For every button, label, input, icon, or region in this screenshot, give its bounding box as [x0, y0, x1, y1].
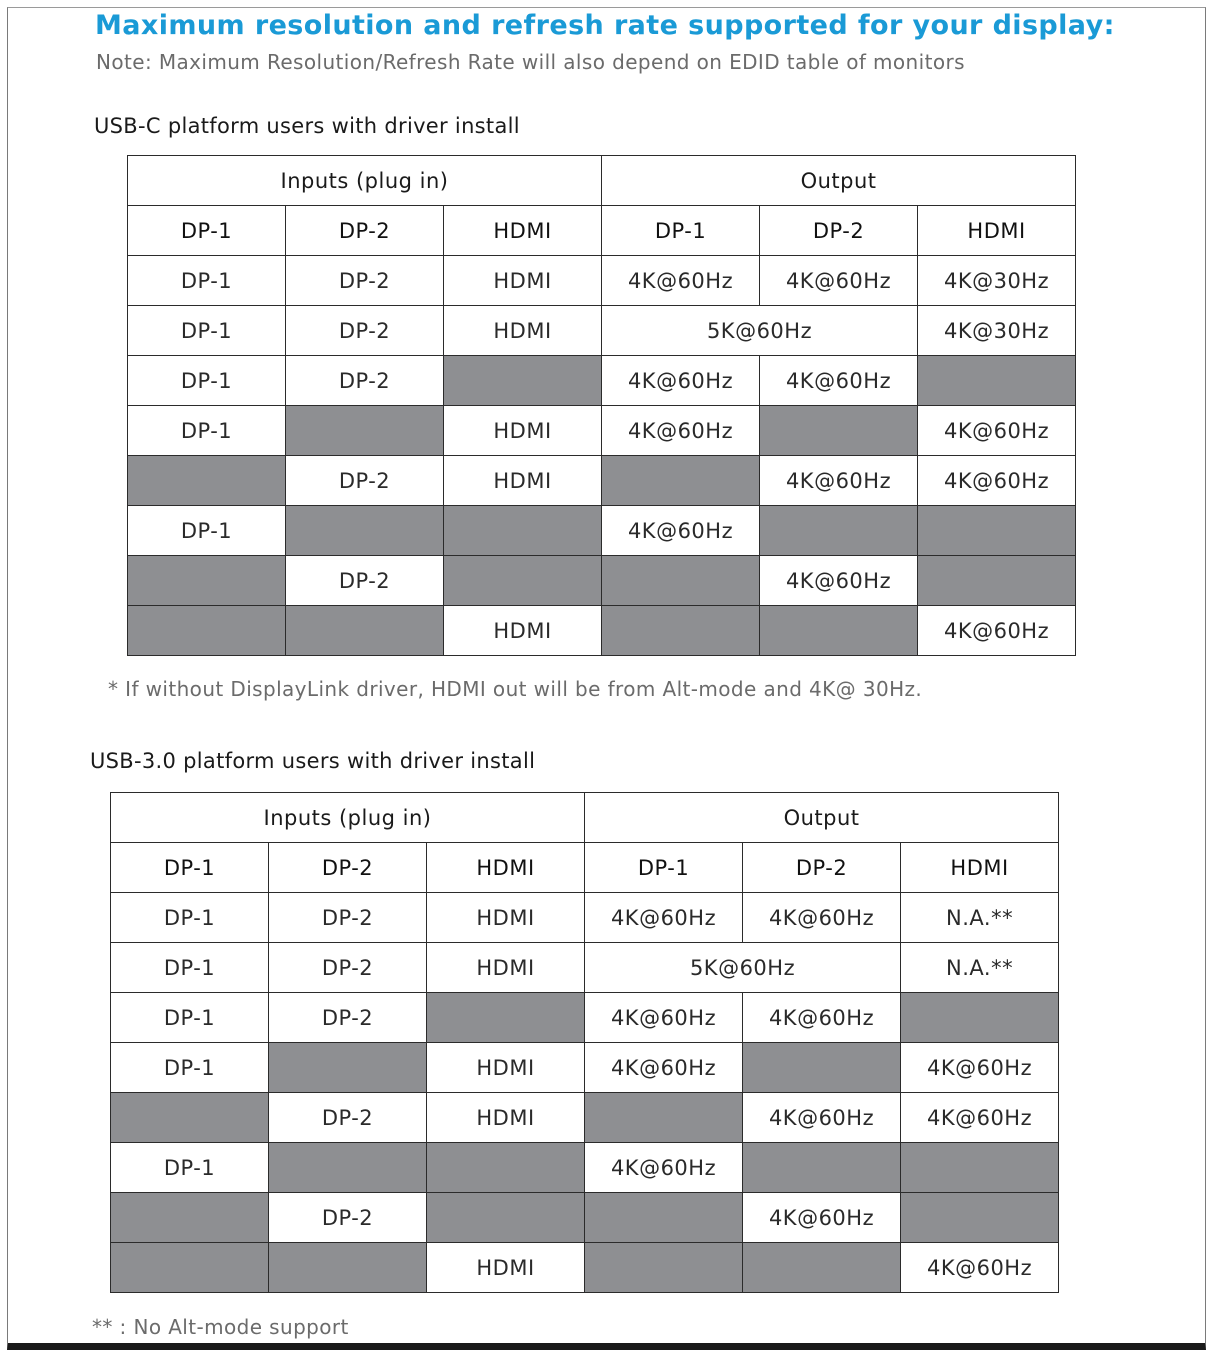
- column-header: HDMI: [901, 843, 1059, 893]
- table-cell: N.A.**: [901, 893, 1059, 943]
- table-row: [111, 993, 1059, 1043]
- shaded-cell: [269, 1243, 427, 1293]
- table-cell: HDMI: [427, 1243, 585, 1293]
- table-cell: 4K@30Hz: [918, 256, 1076, 306]
- shaded-cell: [918, 506, 1076, 556]
- table-cell: N.A.**: [901, 943, 1059, 993]
- usb-c-resolution-table: [127, 155, 1076, 656]
- table-cell: 4K@60Hz: [743, 893, 901, 943]
- table-cell: HDMI: [444, 456, 602, 506]
- table-cell: HDMI: [427, 893, 585, 943]
- table-cell: HDMI: [444, 256, 602, 306]
- shaded-cell: [269, 1043, 427, 1093]
- column-header-row: [128, 206, 1076, 256]
- usb-3-resolution-table: [110, 792, 1059, 1293]
- displaylink-footnote: * If without DisplayLink driver, HDMI out will be from Alt-mode and 4K@ 30Hz.: [108, 677, 923, 701]
- usb-3-section-title: USB-3.0 platform users with driver install: [90, 749, 536, 773]
- table-cell: HDMI: [427, 1093, 585, 1143]
- table-cell: DP-2: [286, 356, 444, 406]
- table-cell: 4K@60Hz: [602, 406, 760, 456]
- table-row: [128, 606, 1076, 656]
- table-cell: 4K@30Hz: [918, 306, 1076, 356]
- table-cell: DP-1: [128, 406, 286, 456]
- table-cell: HDMI: [444, 406, 602, 456]
- column-header: HDMI: [918, 206, 1076, 256]
- table-cell: 4K@60Hz: [585, 993, 743, 1043]
- column-header: DP-2: [286, 206, 444, 256]
- table-cell: DP-1: [128, 256, 286, 306]
- shaded-cell: [585, 1093, 743, 1143]
- shaded-cell: [743, 1043, 901, 1093]
- table-cell: 4K@60Hz: [760, 556, 918, 606]
- output-group-header: Output: [602, 156, 1076, 206]
- table-cell: DP-1: [111, 1043, 269, 1093]
- table-cell: 4K@60Hz: [743, 993, 901, 1043]
- table-cell: DP-1: [128, 506, 286, 556]
- table-cell: DP-1: [128, 356, 286, 406]
- shaded-cell: [918, 356, 1076, 406]
- table-cell: HDMI: [427, 943, 585, 993]
- column-header: HDMI: [427, 843, 585, 893]
- table-row: [128, 356, 1076, 406]
- table-cell: 4K@60Hz: [901, 1093, 1059, 1143]
- column-header: HDMI: [444, 206, 602, 256]
- shaded-cell: [427, 1143, 585, 1193]
- shaded-cell: [760, 506, 918, 556]
- table-row: [128, 556, 1076, 606]
- shaded-cell: [444, 556, 602, 606]
- table-cell: HDMI: [444, 306, 602, 356]
- table-cell: 4K@60Hz: [585, 1143, 743, 1193]
- table-cell: DP-2: [269, 893, 427, 943]
- table-row: [111, 1043, 1059, 1093]
- column-header: DP-1: [111, 843, 269, 893]
- edid-note: Note: Maximum Resolution/Refresh Rate will also depend on EDID table of monitors: [96, 50, 965, 74]
- table-cell: HDMI: [427, 1043, 585, 1093]
- shaded-cell: [111, 1243, 269, 1293]
- shaded-cell: [918, 556, 1076, 606]
- table-cell: 4K@60Hz: [585, 1043, 743, 1093]
- group-header-row: [111, 793, 1059, 843]
- table-cell: 5K@60Hz: [585, 943, 901, 993]
- shaded-cell: [901, 1193, 1059, 1243]
- shaded-cell: [743, 1243, 901, 1293]
- shaded-cell: [760, 606, 918, 656]
- shaded-cell: [585, 1193, 743, 1243]
- usb-c-section-title: USB-C platform users with driver install: [94, 114, 520, 138]
- table-row: [111, 1243, 1059, 1293]
- table-cell: DP-2: [286, 306, 444, 356]
- shaded-cell: [286, 606, 444, 656]
- table-cell: 4K@60Hz: [918, 406, 1076, 456]
- table-cell: DP-1: [111, 893, 269, 943]
- table-cell: DP-2: [269, 1093, 427, 1143]
- shaded-cell: [269, 1143, 427, 1193]
- shaded-cell: [444, 506, 602, 556]
- table-cell: DP-1: [128, 306, 286, 356]
- table-row: [128, 306, 1076, 356]
- table-row: [128, 506, 1076, 556]
- shaded-cell: [111, 1093, 269, 1143]
- table-cell: 4K@60Hz: [918, 456, 1076, 506]
- column-header: DP-2: [743, 843, 901, 893]
- column-header: DP-1: [585, 843, 743, 893]
- shaded-cell: [901, 1143, 1059, 1193]
- table-row: [128, 406, 1076, 456]
- shaded-cell: [760, 406, 918, 456]
- output-group-header: Output: [585, 793, 1059, 843]
- shaded-cell: [585, 1243, 743, 1293]
- page-title: Maximum resolution and refresh rate supported for your display:: [95, 10, 1115, 41]
- table-cell: 4K@60Hz: [743, 1193, 901, 1243]
- table-cell: DP-2: [286, 256, 444, 306]
- table-cell: 4K@60Hz: [901, 1043, 1059, 1093]
- table-cell: 4K@60Hz: [901, 1243, 1059, 1293]
- inputs-group-header: Inputs (plug in): [128, 156, 602, 206]
- shaded-cell: [901, 993, 1059, 1043]
- table-cell: 4K@60Hz: [585, 893, 743, 943]
- shaded-cell: [602, 556, 760, 606]
- table-cell: HDMI: [444, 606, 602, 656]
- column-header: DP-2: [269, 843, 427, 893]
- table-cell: 4K@60Hz: [760, 356, 918, 406]
- table-row: [111, 943, 1059, 993]
- table-cell: 4K@60Hz: [918, 606, 1076, 656]
- table-row: [128, 456, 1076, 506]
- column-header-row: [111, 843, 1059, 893]
- table-row: [111, 1143, 1059, 1193]
- table-cell: DP-2: [269, 993, 427, 1043]
- shaded-cell: [427, 1193, 585, 1243]
- shaded-cell: [128, 456, 286, 506]
- shaded-cell: [427, 993, 585, 1043]
- alt-mode-footnote: ** : No Alt-mode support: [92, 1315, 349, 1339]
- table-cell: 4K@60Hz: [602, 256, 760, 306]
- table-row: [111, 1193, 1059, 1243]
- table-row: [111, 893, 1059, 943]
- shaded-cell: [444, 356, 602, 406]
- shaded-cell: [111, 1193, 269, 1243]
- group-header-row: [128, 156, 1076, 206]
- table-cell: 4K@60Hz: [602, 506, 760, 556]
- table-cell: 5K@60Hz: [602, 306, 918, 356]
- column-header: DP-1: [602, 206, 760, 256]
- column-header: DP-2: [760, 206, 918, 256]
- column-header: DP-1: [128, 206, 286, 256]
- table-cell: DP-1: [111, 943, 269, 993]
- shaded-cell: [286, 506, 444, 556]
- table-cell: DP-2: [269, 1193, 427, 1243]
- shaded-cell: [128, 606, 286, 656]
- shaded-cell: [743, 1143, 901, 1193]
- shaded-cell: [286, 406, 444, 456]
- table-cell: 4K@60Hz: [760, 256, 918, 306]
- table-cell: DP-2: [286, 556, 444, 606]
- shaded-cell: [128, 556, 286, 606]
- table-row: [111, 1093, 1059, 1143]
- table-cell: DP-1: [111, 1143, 269, 1193]
- table-cell: DP-2: [286, 456, 444, 506]
- table-cell: 4K@60Hz: [760, 456, 918, 506]
- table-row: [128, 256, 1076, 306]
- table-cell: DP-1: [111, 993, 269, 1043]
- table-cell: DP-2: [269, 943, 427, 993]
- inputs-group-header: Inputs (plug in): [111, 793, 585, 843]
- shaded-cell: [602, 456, 760, 506]
- table-cell: 4K@60Hz: [743, 1093, 901, 1143]
- table-cell: 4K@60Hz: [602, 356, 760, 406]
- shaded-cell: [602, 606, 760, 656]
